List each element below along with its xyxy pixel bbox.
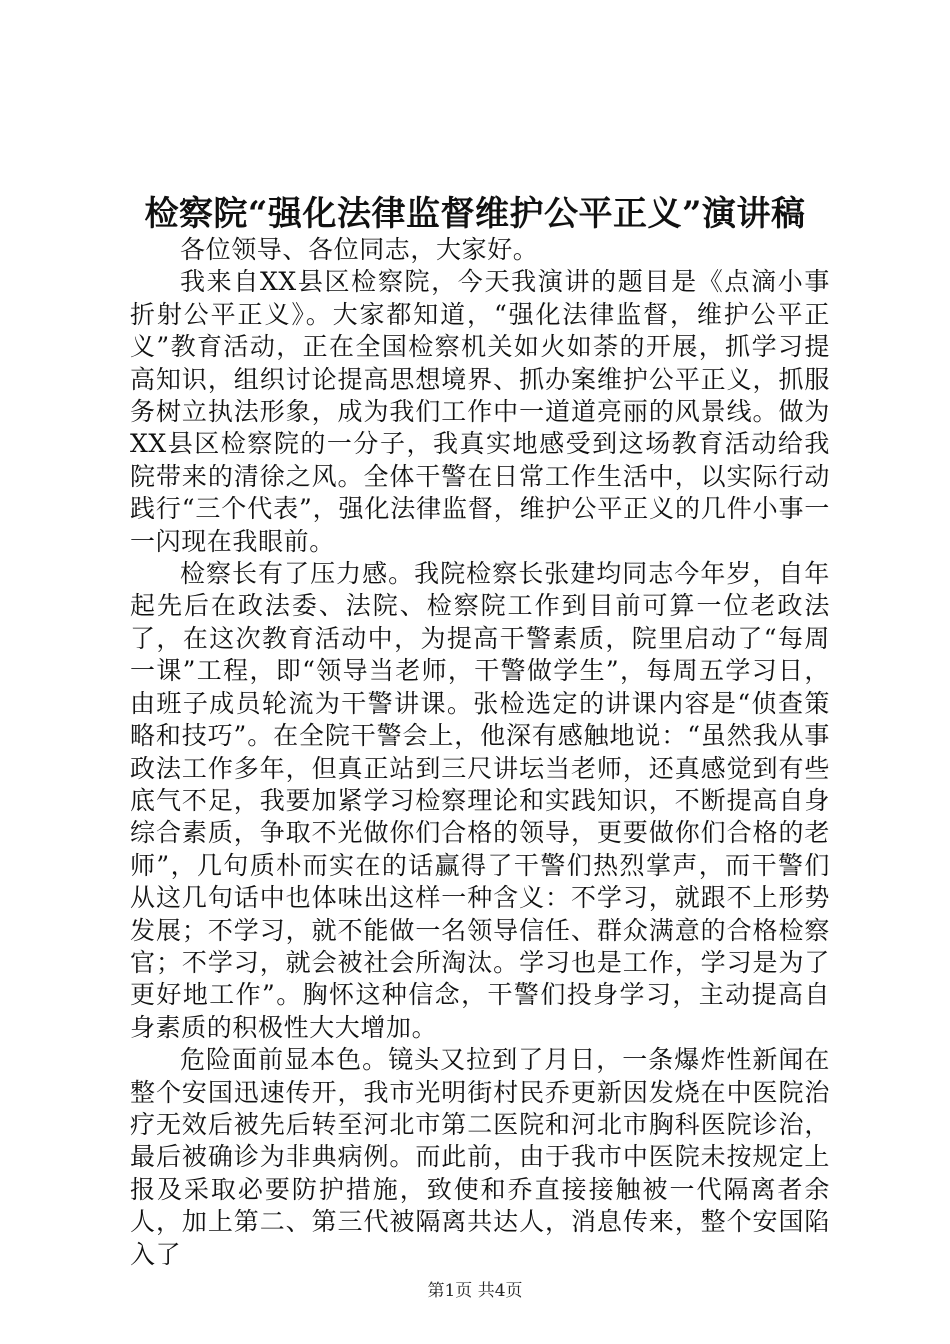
document-title: 检察院“强化法律监督维护公平正义”演讲稿: [144, 194, 806, 234]
paragraph-greeting: 各位领导、各位同志，大家好。: [180, 235, 539, 264]
page-number-footer: 第1页 共4页: [427, 1281, 523, 1301]
paragraph-introduction: 我来自XX县区检察院，今天我演讲的题目是《点滴小事折射公平正义》。大家都知道，“强化法律监督，维护公平正义”教育活动，正在全国检察机关如火如荼的开展，抓学习提高知识，组织讨论提高思想境界、抓办案维护公平正义，抓服务树立执法形象，成为我们工作中一道道亮丽的风景线。做为XX县区检察院的一分子，我真实地感受到这场教育活动给我院带来的清徐之风。全体干警在日常工作生活中，以实际行动践行“三个代表”，强化法律监督，维护公平正义的几件小事一一闪现在我眼前。: [130, 267, 830, 556]
paragraph-sars-danger: 危险面前显本色。镜头又拉到了月日，一条爆炸性新闻在整个安国迅速传开，我市光明街村民乔更新因发烧在中医院治疗无效后被先后转至河北市第二医院和河北市胸科医院诊治，最后被确诊为非典病例。而此前，由于我市中医院未按规定上报及采取必要防护措施，致使和乔直接接触被一代隔离者余人，加上第二、第三代被隔离共达人，消息传来，整个安国陷入了: [130, 1045, 830, 1269]
paragraph-procurator-study: 检察长有了压力感。我院检察长张建均同志今年岁，自年起先后在政法委、法院、检察院工作到目前可算一位老政法了，在这次教育活动中，为提高干警素质，院里启动了“每周一课”工程，即“领导当老师，干警做学生”，每周五学习日，由班子成员轮流为干警讲课。张检选定的讲课内容是“侦查策略和技巧”。在全院干警会上，他深有感触地说：“虽然我从事政法工作多年，但真正站到三尺讲坛当老师，还真感觉到有些底气不足，我要加紧学习检察理论和实践知识，不断提高自身综合素质，争取不光做你们合格的领导，更要做你们合格的老师”，几句质朴而实在的话赢得了干警们热烈掌声，而干警们从这几句话中也体味出这样一种含义：不学习，就跟不上形势发展；不学习，就不能做一名领导信任、群众满意的合格检察官；不学习，就会被社会所淘汰。学习也是工作，学习是为了更好地工作”。胸怀这种信念，干警们投身学习，主动提高自身素质的积极性大大增加。: [130, 559, 830, 1042]
document-body: [130, 234, 830, 1271]
